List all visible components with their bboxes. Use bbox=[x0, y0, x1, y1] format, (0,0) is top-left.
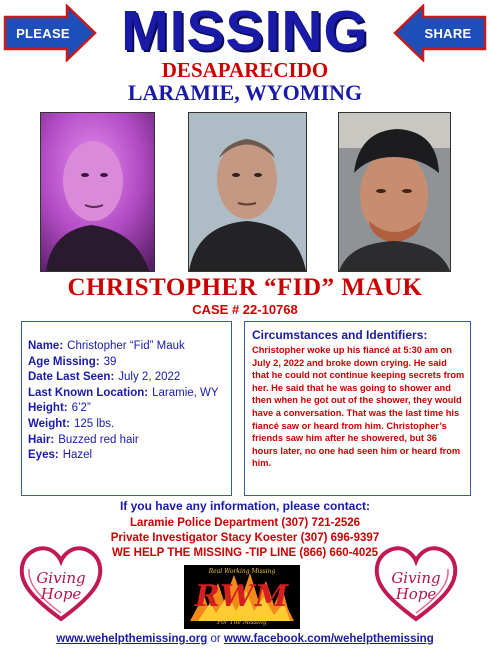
website-link[interactable]: www.wehelpthemissing.org bbox=[56, 633, 208, 645]
rwm-top-text: Real Working Missing bbox=[208, 568, 276, 575]
giving-hope-logo-left bbox=[18, 543, 104, 623]
portrait-image-3 bbox=[339, 113, 450, 271]
poster-location: LARAMIE, WYOMING bbox=[127, 80, 363, 105]
rwm-bottom-text: For The Missing bbox=[217, 619, 267, 626]
detail-row: Height: 6’2” bbox=[28, 402, 91, 415]
poster-subtitle: DESAPARECIDO bbox=[161, 58, 329, 82]
share-label: SHARE bbox=[424, 25, 472, 41]
poster-title: MISSING bbox=[121, 0, 369, 63]
circumstances-box bbox=[244, 321, 471, 496]
facebook-link[interactable]: www.facebook.com/wehelpthemissing bbox=[223, 633, 434, 645]
detail-row: Hair: Buzzed red hair bbox=[28, 433, 139, 446]
footer-separator: or bbox=[210, 633, 221, 645]
contact-heading: If you have any information, please contact: bbox=[119, 499, 371, 513]
circumstances-text: Christopher woke up his fiancé at 5:30 am on July 2, 2022 and broke down crying. He said that he could not continue keeping secrets from her. He said that he was going to shower and then when he got out of the shower, they would have a conversation. That was the last time his fiancé saw or heard from him. Christopher’s friends saw him after he showered, but 36 hours later, no one had seen him or heard from him. bbox=[252, 345, 465, 469]
detail-row: Last Known Location: Laramie, WY bbox=[28, 386, 219, 399]
please-label: PLEASE bbox=[16, 25, 70, 41]
contact-tipline: WE HELP THE MISSING -TIP LINE (866) 660-4025 bbox=[111, 547, 379, 559]
detail-row: Eyes: Hazel bbox=[28, 449, 93, 462]
giving-hope-logo-right bbox=[373, 543, 459, 623]
photo-2 bbox=[188, 112, 307, 272]
portrait-image-2 bbox=[189, 113, 306, 271]
contact-investigator: Private Investigator Stacy Koester (307) 696-9397 bbox=[110, 532, 380, 544]
portrait-image-1 bbox=[41, 113, 154, 271]
detail-row: Date Last Seen: July 2, 2022 bbox=[28, 371, 181, 384]
giving-text: Giving bbox=[391, 569, 441, 587]
circumstances-title: Circumstances and Identifiers: bbox=[252, 328, 428, 342]
rwm-main-text: RWM bbox=[194, 579, 290, 614]
details-box bbox=[21, 321, 232, 496]
footer-links bbox=[0, 633, 490, 645]
detail-row: Age Missing: 39 bbox=[28, 355, 117, 368]
hope-text: Hope bbox=[395, 585, 437, 603]
missing-person-name: CHRISTOPHER “FID” MAUK bbox=[67, 274, 423, 301]
rwm-logo bbox=[184, 565, 300, 629]
contact-police: Laramie Police Department (307) 721-2526 bbox=[129, 517, 361, 529]
case-number: CASE # 22-10768 bbox=[192, 302, 298, 317]
detail-row: Name: Christopher “Fid” Mauk bbox=[28, 340, 185, 352]
photo-3 bbox=[338, 112, 451, 272]
hope-text: Hope bbox=[40, 585, 82, 603]
giving-text: Giving bbox=[36, 569, 86, 587]
detail-row: Weight: 125 lbs. bbox=[28, 417, 115, 430]
photo-1 bbox=[40, 112, 155, 272]
